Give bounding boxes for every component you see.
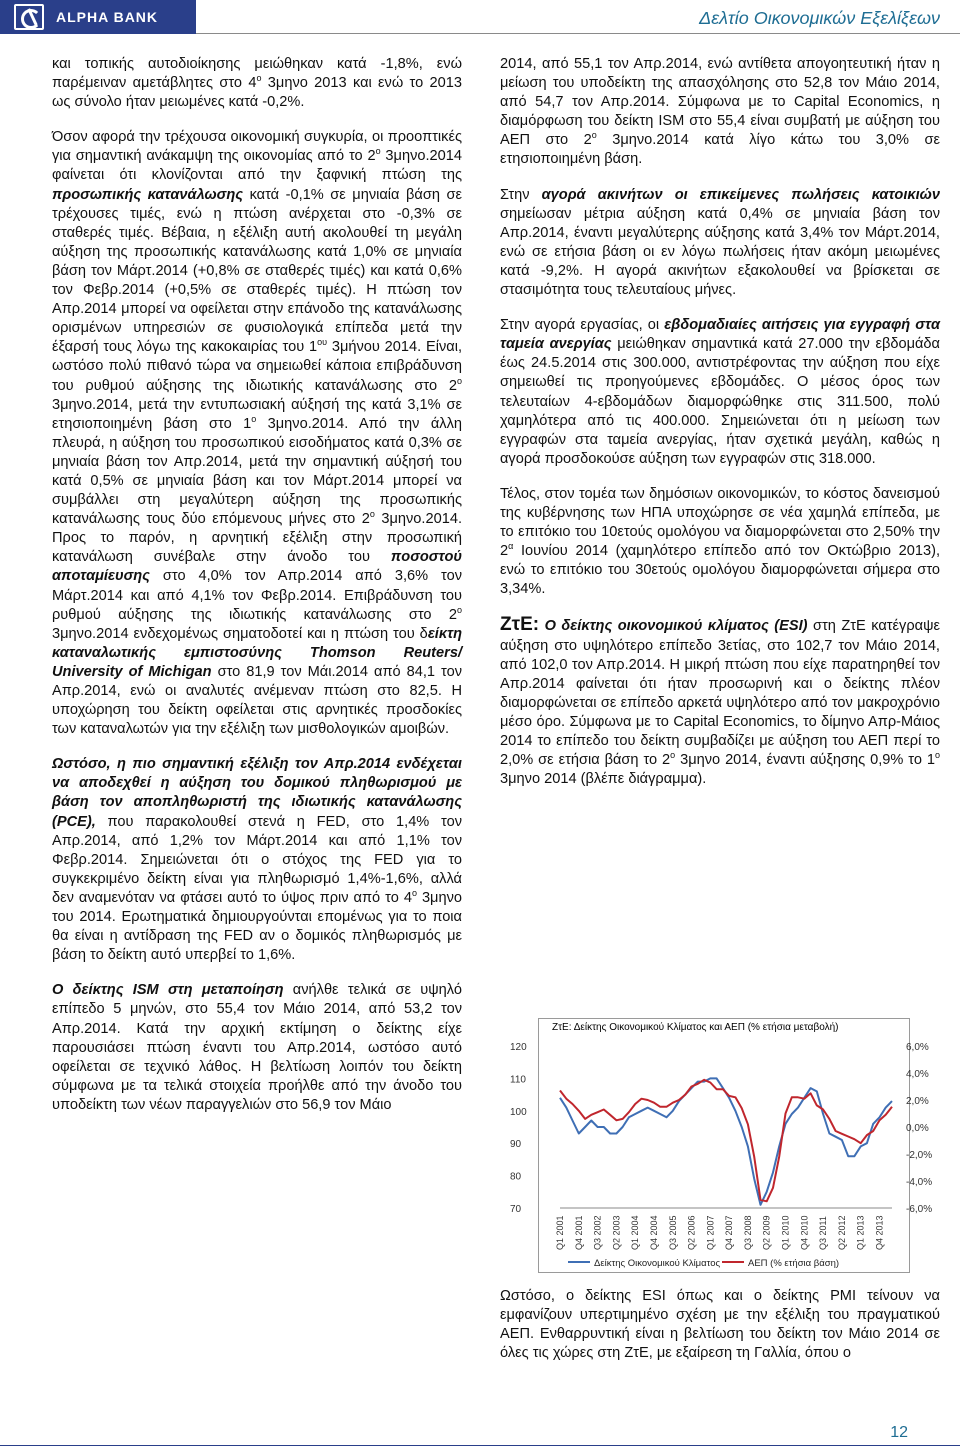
left-axis-tick-label: 70 xyxy=(510,1204,522,1215)
emphasis: εβδομαδιαίες αιτήσεις για εγγραφή στα ταμεία ανεργίας xyxy=(500,317,940,353)
brand-bar xyxy=(0,0,196,34)
x-axis-tick-label: Q4 2004 xyxy=(648,1215,659,1250)
paragraph: Στην αγορά εργασίας, οι εβδομαδιαίες αιτήσεις για εγγραφή στα ταμεία ανεργίας μειώθηκαν σημαντικά κατά 27.000 την εβδομάδα έως 24.5.2014 στις 300.000, αντιστρέφοντας την αύξηση που είχε σημειωθεί τις προηγούμενες εβδομάδες. Ο μέσος όρος των τελευταίων 4-εβδομάδων διαμορφώθηκε στις 311.500, πολύ χαμηλότερα από τις 400.000. Σημειώνεται ότι η μείωση των εγγραφών στα ταμεία ανεργίας, ήταν σχετικά μεγάλη, καθώς η αγορά προσδοκούσε αύξηση των εγγραφών στις 318.000. xyxy=(500,317,940,467)
x-axis-tick-label: Q1 2001 xyxy=(555,1215,565,1250)
right-axis-tick-label: 6,0% xyxy=(906,1042,929,1053)
legend-label: ΑΕΠ (% ετήσια βάση) xyxy=(748,1258,840,1269)
right-column xyxy=(500,55,940,805)
emphasis: προσωπικής κατανάλωσης xyxy=(52,186,244,203)
page-header xyxy=(0,0,960,34)
brand-name: ALPHA BANK xyxy=(56,9,159,25)
emphasis: Ωστόσο, η πιο σημαντική εξέλιξη τον Απρ.2014 ενδέχεται να αποδεχθεί η αύξηση του δομικού πληθωρισμού με βάση τον αποπληθωριστή της ιδιωτικής κατανάλωσης (PCE), xyxy=(52,756,462,830)
x-axis-tick-label: Q3 2005 xyxy=(667,1215,678,1250)
right-column-tail xyxy=(500,1287,940,1363)
paragraph: Στην αγορά ακινήτων οι επικείμενες πωλήσεις κατοικιών σημείωσαν μέτρια αύξηση κατά 0,4% σε μηνιαία βάση τον Απρ.2014, έναντι μεγαλύτερης αύξησης κατά 3,4% τον Μάρτ.2014, ενώ σε ετήσια βάση οι εν λόγω πωλήσεις ήταν ακόμη μειωμένες κατά -9,2%. Η αγορά ακινήτων εξακολουθεί να βρίσκεται σε στασιμότητα τους τελευταίους μήνες. xyxy=(500,186,940,299)
emphasis: αγορά ακινήτων οι επικείμενες πωλήσεις κατοικιών xyxy=(541,186,940,203)
footer-divider xyxy=(0,1445,960,1446)
emphasis: Ο δείκτης ISM στη μεταποίηση xyxy=(52,982,284,999)
x-axis-tick-label: Q4 2001 xyxy=(573,1215,584,1250)
header-divider xyxy=(196,33,960,34)
series-line xyxy=(560,1078,892,1204)
left-axis-tick-label: 100 xyxy=(510,1106,527,1118)
x-axis-tick-label: Q1 2004 xyxy=(630,1215,641,1250)
emphasis: είκτη καταναλωτικής εμπιστοσύνης Thomson Reuters/ University of Michigan xyxy=(52,625,462,680)
x-axis-tick-label: Q2 2006 xyxy=(686,1215,697,1250)
esi-gdp-chart xyxy=(500,1018,945,1273)
right-axis-tick-label: -6,0% xyxy=(906,1204,933,1215)
x-axis-tick-label: Q1 2010 xyxy=(780,1215,791,1250)
x-axis-tick-label: Q4 2010 xyxy=(799,1215,810,1250)
right-axis-tick-label: -2,0% xyxy=(906,1150,933,1161)
right-axis-tick-label: 0,0% xyxy=(906,1123,929,1134)
x-axis-tick-label: Q1 2013 xyxy=(855,1215,866,1250)
right-axis-tick-label: 4,0% xyxy=(906,1069,929,1080)
x-axis-tick-label: Q3 2002 xyxy=(592,1215,603,1250)
page-number: 12 xyxy=(890,1424,908,1441)
x-axis-tick-label: Q2 2012 xyxy=(836,1215,847,1250)
x-axis-tick-label: Q1 2007 xyxy=(705,1215,716,1250)
x-axis-tick-label: Q3 2008 xyxy=(742,1215,753,1250)
legend-label: Δείκτης Οικονομικού Κλίματος xyxy=(594,1258,721,1269)
left-axis-tick-label: 90 xyxy=(510,1139,522,1151)
publication-title: Δελτίο Οικονομικών Εξελίξεων xyxy=(699,8,940,28)
paragraph: Τέλος, στον τομέα των δημόσιων οικονομικών, το κόστος δανεισμού της κυβέρνησης των ΗΠΑ υποχώρησε σε νέα χαμηλά επίπεδα, με το επιτόκιο του 10ετούς ομολόγου να διαμορφώνεται στο 2,50% την $2^\alpha$ Ιουνίου 2014 (χαμηλότερο επίπεδο από τον Οκτώβριο 2013), ενώ το επιτόκιο του 30ετούς ομολόγου διαμορφώνεται σήμερα στο 3,34%. xyxy=(500,485,940,598)
left-axis-tick-label: 110 xyxy=(510,1074,526,1086)
chart-title: ΖτΕ: Δείκτης Οικονομικού Κλίματος και ΑΕΠ (% ετήσια μεταβολή) xyxy=(552,1022,839,1033)
alpha-bank-logo-icon xyxy=(14,4,44,30)
section-heading: ΖτΕ: xyxy=(500,614,540,636)
x-axis-tick-label: Q3 2011 xyxy=(818,1216,829,1250)
paragraph: και τοπικής αυτοδιοίκησης μειώθηκαν κατά -1,8%, ενώ παρέμειναν αμετάβλητες στο $4^o$ 3μηνο 2013 και ενώ το 2013 ως σύνολο ήταν μειωμένες κατά -0,2%. xyxy=(52,56,463,111)
emphasis: Ο δείκτης οικονομικού κλίματος (ESI) xyxy=(544,618,808,635)
paragraph: Όσον αφορά την τρέχουσα οικονομική συγκυρία, οι προοπτικές για σημαντική ανάκαμψη της οικονομίας από το $2^o$ 3μηνο.2014 φαίνεται ότι κλονίζονται από την ξαφνική πτώση της προσωπικής κατανάλωσης κατά -0,1% σε μηνιαία βάση σε τρέχουσες τιμές, ενώ η πτώση ανέρχεται στο -0,3% σε σταθερές τιμές. Βέβαια, η εξέλιξη αυτή ακολουθεί τη μεγάλη αύξηση της προσωπικής κατανάλωσης κατά 1,0% σε μηνιαία βάση τον Μάρτ.2014 (+0,8% σε σταθερές τιμές) και κατά 0,6% τον Φεβρ.2014 (+0,5% σε σταθερές τιμές). Η πτώση τον Απρ.2014 μπορεί να οφείλεται στην επάνοδο της κατανάλωσης ορισμένων υπηρεσιών σε φυσιολογικά επίπεδα μετά την έξαρσή τους λόγω της κακοκαιρίας του $1^{o\upsilon}$ 3μήνου 2014. Είναι, ωστόσο πολύ πιθανό τώρα να σημειωθεί κάποια επιβράδυνση του ρυθμού αύξησης της ιδιωτικής κατανάλωσης στο $2^o$ 3μηνο.2014, μετά την εντυπωσιακή αύξησή της κατά 3,1% σε ετησιοποιημένη βάση στο $1^o$ 3μηνο.2014. Από την άλλη πλευρά, η αύξηση του προσωπικού εισοδήματος κατά 0,3% σε μηνιαία βάση τον Απρ.2014, μετά την σημαντική αύξησή του κατά 0,5% σε μηνιαία βάση και τον Μάρτ.2014 μπορεί να συμβάλλει στη μεγαλύτερη αύξηση της προσωπικής κατανάλωσης τους δύο επόμενους μήνες στο $2^o$ 3μηνο.2014. Προς το παρόν, η αρνητική εξέλιξη στην προσωπική κατανάλωση συνέβαλε στην άνοδο του ποσοστού αποταμίευσης στο 4,0% τον Απρ.2014 από 3,6% τον Μάρτ.2014 και από 4,1% τον Φεβρ.2014. Επιβράδυνση του ρυθμού αύξησης της ιδιωτικής κατανάλωσης στο $2^o$ 3μηνο.2014 ενδεχομένως σηματοδοτεί και η πτώση του δείκτη καταναλωτικής εμπιστοσύνης Thomson Reuters/ University of Michigan στο 81,9 τον Μάι.2014 από 84,1 τον Απρ.2014, ενώ οι αναλυτές ανέμεναν πτώση στο 82,5. Η υποχώρηση του δείκτη οφείλεται στις αρνητικές προσδοκίες των καταναλωτών για την εξέλιξη των μισθολογικών αμοιβών. xyxy=(52,129,462,738)
paragraph: Ωστόσο, η πιο σημαντική εξέλιξη τον Απρ.2014 ενδέχεται να αποδεχθεί η αύξηση του δομικού πληθωρισμού με βάση τον αποπληθωριστή της ιδιωτικής κατανάλωσης (PCE), που παρακολουθεί στενά η FED, στο 1,4% τον Απρ.2014, από 1,2% τον Μάρτ.2014 και από 1,1% τον Φεβρ.2014. Σημειώνεται ότι ο στόχος της FED για το συγκεκριμένο δείκτη είναι για πληθωρισμό 1,4%-1,6%, αλλά δεν αναμενόταν να φτάσει αυτό το ύψος πριν από το $4^o$ 3μηνο του 2014. Ερωτηματικά δημιουργούνται επομένως για το ποια θα είναι η αντίδραση της FED αν ο δομικός πληθωρισμός με βάση το δείκτη αυτό υπερβεί το 1,6%. xyxy=(52,756,462,964)
emphasis: ποσοστού αποταμίευσης xyxy=(52,549,462,585)
left-axis-tick-label: 120 xyxy=(510,1042,527,1053)
right-axis-tick-label: 2,0% xyxy=(906,1096,929,1107)
paragraph: Ο δείκτης ISM στη μεταποίηση ανήλθε τελικά σε υψηλό επίπεδο 5 μηνών, στο 55,4 τον Μάιο 2014, από 53,2 τον Απρ.2014. Κατά την αρχική εκτίμηση ο δείκτης είχε παρουσιάσει πτώση έναντι του Απρ.2014, ωστόσο αυτό οφείλεται σε τεχνικό λάθος. Η βελτίωση λοιπόν του δείκτη σύμφωνα με τα τελικά στοιχεία προήλθε από την άνοδο του υποδείκτη των νέων παραγγελιών στο 56,9 τον Μάιο xyxy=(52,982,462,1113)
x-axis-tick-label: Q2 2009 xyxy=(761,1215,772,1250)
paragraph: ΖτΕ: Ο δείκτης οικονομικού κλίματος (ESI) στη ΖτΕ κατέγραψε αύξηση στο υψηλότερο επίπεδο 3ετίας, στο 102,7 τον Μάιο 2014, από 102,0 τον Απρ.2014. Η μικρή πτώση που είχε παρατηρηθεί τον Απρ.2014 φαίνεται ότι ήταν προσωρινή και ο δείκτης πλέον διαμορφώνεται σε επίπεδο αρκετά υψηλότερο από τον μακροχρόνιο μέσο όρο. Σύμφωνα με το Capital Economics, το δίμηνο Απρ-Μάιος 2014 το επίπεδο του δείκτη συμβαδίζει με αύξηση του ΑΕΠ περί το 2,0% σε ετήσια βάση το $2^o$ 3μηνο 2014, έναντι αύξησης 0,9% το $1^o$ 3μηνο 2014 (βλέπε διάγραμμα). xyxy=(500,614,940,788)
x-axis-tick-label: Q2 2003 xyxy=(611,1215,622,1250)
paragraph: Ωστόσο, ο δείκτης ESI όπως και ο δείκτης PMI τείνουν να εμφανίζουν υπερτιμημένο σχέση με την εξέλιξη του πραγματικού ΑΕΠ. Ενθαρρυντική είναι η βελτίωση του δείκτη τον Μάιο 2014 σε όλες τις χώρες στη ΖτΕ, με εξαίρεση τη Γαλλία, όπου ο xyxy=(500,1288,940,1362)
right-axis-tick-label: -4,0% xyxy=(906,1177,933,1188)
x-axis-tick-label: Q4 2013 xyxy=(874,1215,885,1250)
paragraph: 2014, από 55,1 τον Απρ.2014, ενώ αντίθετα απογοητευτική ήταν η μείωση του υποδείκτη της απασχόλησης στο 52,8 τον Μάιο 2014, από 54,7 τον Απρ.2014. Σύμφωνα με το Capital Economics, η διαμόρφωση του δείκτη ISM στο 55,4 είναι συμβατή με αύξηση του ΑΕΠ στο $2^o$ 3μηνο.2014 κατά λίγο κάτω του 3,0% σε ετησιοποιημένη βάση. xyxy=(500,56,940,168)
x-axis-tick-label: Q4 2007 xyxy=(724,1215,735,1250)
chart-plot xyxy=(500,1018,945,1273)
left-axis-tick-label: 80 xyxy=(510,1171,522,1183)
left-column xyxy=(52,55,462,1115)
